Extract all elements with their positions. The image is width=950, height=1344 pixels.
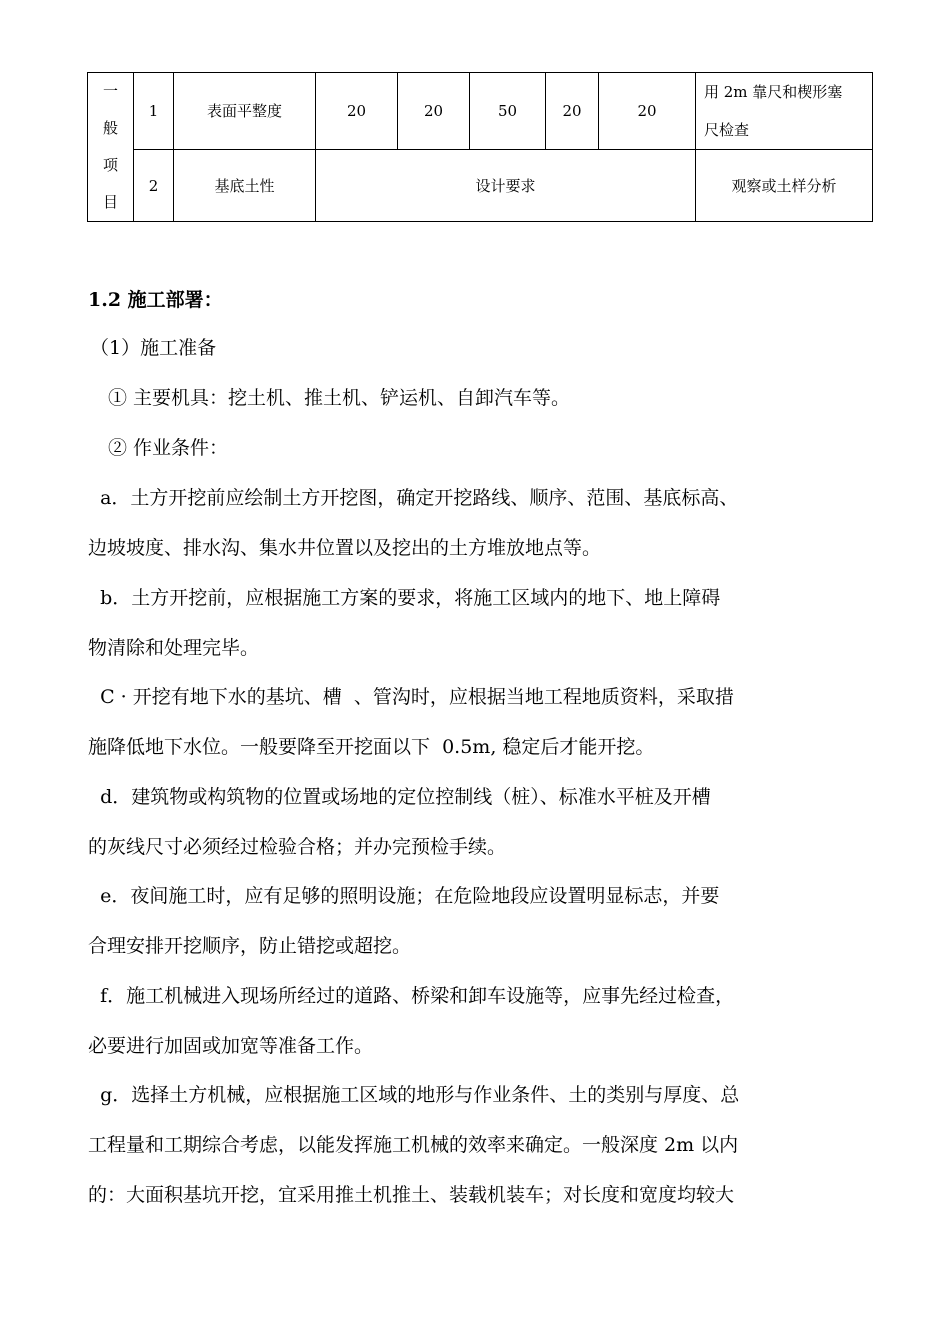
value-cell: 20 [599,73,696,150]
paragraph-line: e．夜间施工时，应有足够的照明设施；在危险地段应设置明显标志，并要 [88,885,720,907]
paragraph-line: 施降低地下水位。一般要降至开挖面以下 0.5m, 稳定后才能开挖。 [88,736,655,758]
paragraph-line: 的：大面积基坑开挖，宜采用推土机推土、装载机装车；对长度和宽度均较大 [88,1184,735,1206]
table-row [88,73,873,150]
value-cell: 50 [470,73,546,150]
category-char: 一 [102,82,118,100]
item-name: 表面平整度 [174,73,316,150]
paragraph-line: b．土方开挖前，应根据施工方案的要求，将施工区域内的地下、地上障碍 [88,587,721,609]
category-char: 项 [102,156,118,174]
requirement-cell: 设计要求 [316,150,696,222]
item-name: 基底土性 [174,150,316,222]
section-heading: 1.2 施工部署： [88,289,223,311]
paragraph-line: 工程量和工期综合考虑，以能发挥施工机械的效率来确定。一般深度 2m 以内 [88,1134,739,1156]
row-number: 2 [134,150,174,222]
value-cell: 20 [398,73,470,150]
paragraph-line: 必要进行加固或加宽等准备工作。 [88,1035,374,1057]
category-char: 目 [102,193,118,211]
row-number: 1 [134,73,174,150]
paragraph-line: g．选择土方机械，应根据施工区域的地形与作业条件、土的类别与厚度、总 [88,1084,740,1106]
paragraph-line: 物清除和处理完毕。 [88,637,260,659]
category-char: 般 [102,119,118,137]
inspection-table [87,72,873,222]
method-cell [696,73,873,150]
value-cell: 20 [316,73,398,150]
paragraph-line: C · 开挖有地下水的基坑、槽 、管沟时，应根据当地工程地质资料，采取措 [88,686,734,708]
category-cell [88,73,134,222]
paragraph-line: a．土方开挖前应绘制土方开挖图，确定开挖路线、顺序、范围、基底标高、 [88,487,739,509]
paragraph-line: f．施工机械进入现场所经过的道路、桥梁和卸车设施等，应事先经过检查， [88,985,735,1007]
method-line: 用 2m 靠尺和楔形塞 [704,83,843,101]
paragraph-line: 的灰线尺寸必须经过检验合格；并办完预检手续。 [88,836,507,858]
method-line: 尺检查 [704,121,750,139]
list-item: ① 主要机具：挖土机、推土机、铲运机、自卸汽车等。 [108,387,571,409]
table-row [88,150,873,222]
value-cell: 20 [546,73,599,150]
paragraph-line: 合理安排开挖顺序，防止错挖或超挖。 [88,935,412,957]
method-cell: 观察或土样分析 [696,150,873,222]
list-item: ② 作业条件： [108,437,229,459]
paragraph-line: d．建筑物或构筑物的位置或场地的定位控制线（桩）、标准水平桩及开槽 [88,786,711,808]
subsection-title: （1）施工准备 [90,337,217,359]
paragraph-line: 边坡坡度、排水沟、集水井位置以及挖出的土方堆放地点等。 [88,537,602,559]
